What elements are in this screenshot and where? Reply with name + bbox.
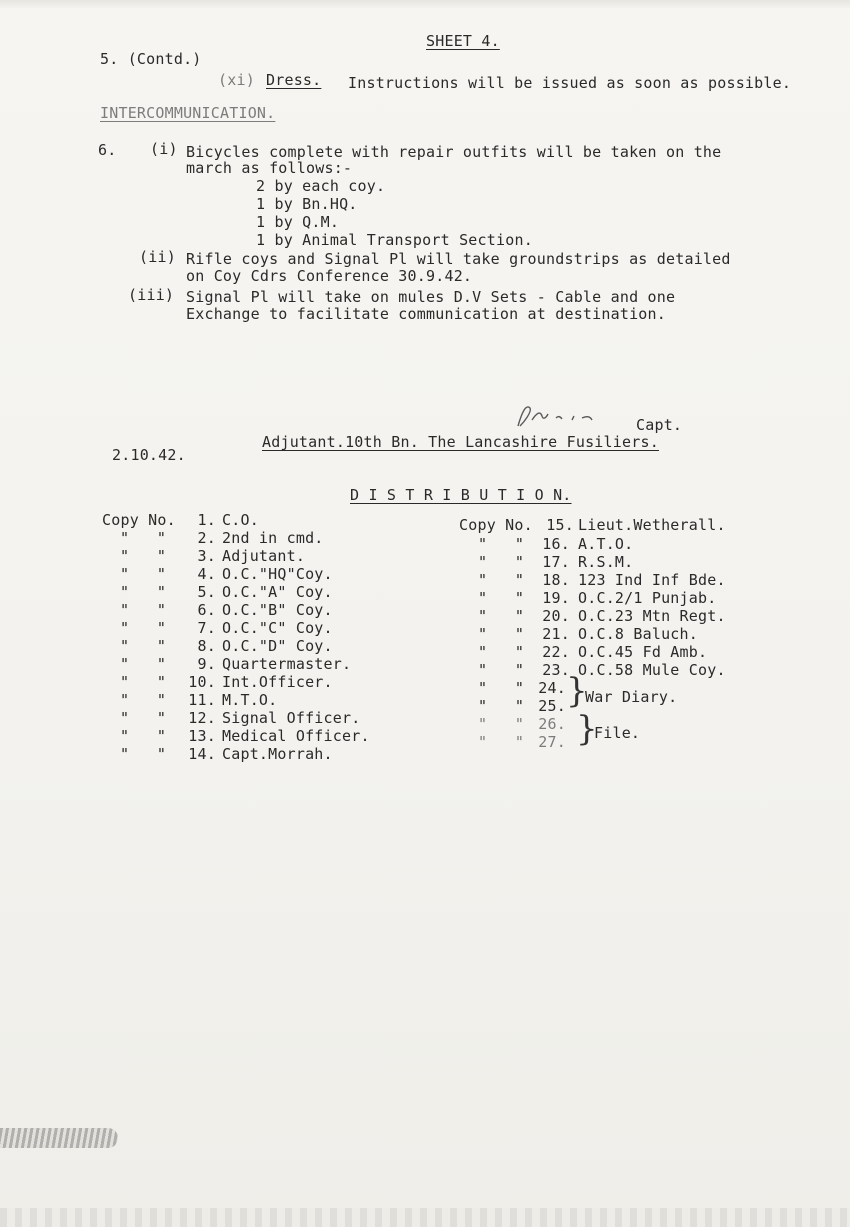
dist-recipient: O.C.58 Mule Coy.	[578, 661, 726, 679]
dist-copy-number: 11.	[188, 691, 216, 709]
dist-copy-number: 1.	[197, 511, 216, 529]
dist-copy-number: 13.	[188, 727, 216, 745]
sheet-number: SHEET 4.	[426, 32, 500, 50]
dist-copy-number: 21.	[542, 625, 570, 643]
dist-prefix: " "	[478, 697, 525, 715]
dist-recipient: Signal Officer.	[222, 709, 361, 727]
dist-copy-number: 19.	[542, 589, 570, 607]
dist-prefix: " "	[478, 661, 525, 679]
scan-edge-top	[0, 0, 850, 8]
signature-rank: Capt.	[636, 416, 683, 434]
bicycle-alloc-1: 2 by each coy.	[256, 177, 386, 195]
dist-prefix: " "	[478, 589, 525, 607]
dist-prefix: " "	[120, 673, 167, 691]
dist-recipient: Medical Officer.	[222, 727, 370, 745]
dist-copy-number: 10.	[188, 673, 216, 691]
item-ii-number: (ii)	[139, 248, 176, 266]
dist-copy-number: 23.	[542, 661, 570, 679]
dist-recipient: O.C.23 Mtn Regt.	[578, 607, 726, 625]
item-i-line-2: march as follows:-	[186, 159, 353, 177]
item-ii-line-1: Rifle coys and Signal Pl will take groundstrips as detailed	[186, 250, 731, 268]
dist-recipient: Capt.Morrah.	[222, 745, 333, 763]
bicycle-alloc-2: 1 by Bn.HQ.	[256, 195, 358, 213]
dist-recipient: 123 Ind Inf Bde.	[578, 571, 726, 589]
dist-recipient: Lieut.Wetherall.	[578, 516, 726, 534]
brace-file: }	[576, 709, 598, 749]
brace-war-diary: }	[566, 671, 588, 711]
scan-smudge	[0, 1128, 118, 1148]
intercomm-heading: INTERCOMMUNICATION.	[100, 104, 276, 122]
item-ii-line-2: on Coy Cdrs Conference 30.9.42.	[186, 267, 473, 285]
scan-edge-bottom	[0, 1208, 850, 1227]
dist-copy-number: 2.	[197, 529, 216, 547]
dist-copy-number: 7.	[197, 619, 216, 637]
dist-copy-number: 15.	[546, 516, 574, 534]
dist-copy-number: 16.	[542, 535, 570, 553]
dist-prefix: " "	[120, 745, 167, 763]
dist-prefix: " "	[120, 727, 167, 745]
dist-copy-number: 5.	[197, 583, 216, 601]
dist-copy-number: 18.	[542, 571, 570, 589]
dist-copy-number: 25.	[538, 697, 566, 715]
dist-prefix: " "	[120, 637, 167, 655]
dist-recipient: O.C."B" Coy.	[222, 601, 333, 619]
dist-recipient: A.T.O.	[578, 535, 634, 553]
dist-recipient: O.C."A" Coy.	[222, 583, 333, 601]
dist-recipient: O.C."D" Coy.	[222, 637, 333, 655]
dist-prefix: Copy No.	[102, 511, 176, 529]
dist-recipient: M.T.O.	[222, 691, 278, 709]
dist-copy-number: 27.	[538, 733, 566, 751]
dist-prefix: " "	[478, 553, 525, 571]
dist-recipient: Quartermaster.	[222, 655, 352, 673]
dist-copy-number: 14.	[188, 745, 216, 763]
dist-copy-number: 22.	[542, 643, 570, 661]
dist-recipient: O.C.45 Fd Amb.	[578, 643, 708, 661]
dist-recipient: O.C."HQ"Coy.	[222, 565, 333, 583]
dist-copy-number: 4.	[197, 565, 216, 583]
dist-prefix: " "	[478, 679, 525, 697]
dist-copy-number: 24.	[538, 679, 566, 697]
dist-prefix: " "	[120, 619, 167, 637]
signature-appointment: Adjutant.10th Bn. The Lancashire Fusiliers.	[262, 433, 659, 451]
item-i-number: (i)	[150, 140, 178, 158]
war-diary-label: War Diary.	[585, 688, 678, 706]
dist-recipient: R.S.M.	[578, 553, 634, 571]
dist-prefix: " "	[478, 643, 525, 661]
dist-prefix: " "	[478, 625, 525, 643]
dist-recipient: 2nd in cmd.	[222, 529, 324, 547]
distribution-title: D I S T R I B U T I O N.	[350, 486, 572, 504]
file-label: File.	[594, 724, 641, 742]
dist-recipient: O.C."C" Coy.	[222, 619, 333, 637]
dist-prefix: " "	[120, 709, 167, 727]
dist-prefix: " "	[478, 535, 525, 553]
dist-prefix: " "	[478, 715, 525, 733]
dist-copy-number: 9.	[197, 655, 216, 673]
dist-prefix: " "	[478, 607, 525, 625]
dist-copy-number: 12.	[188, 709, 216, 727]
dist-prefix: " "	[120, 655, 167, 673]
dist-prefix: " "	[120, 583, 167, 601]
dist-recipient: Int.Officer.	[222, 673, 333, 691]
dist-prefix: " "	[478, 733, 525, 751]
dist-recipient: O.C.2/1 Punjab.	[578, 589, 717, 607]
dist-copy-number: 17.	[542, 553, 570, 571]
dist-recipient: O.C.8 Baluch.	[578, 625, 698, 643]
dist-prefix: Copy No.	[459, 516, 533, 534]
dist-prefix: " "	[120, 547, 167, 565]
dist-prefix: " "	[120, 601, 167, 619]
item-i-line-1: Bicycles complete with repair outfits will be taken on the	[186, 143, 722, 161]
dist-copy-number: 8.	[197, 637, 216, 655]
dist-prefix: " "	[120, 691, 167, 709]
dist-prefix: " "	[478, 571, 525, 589]
dress-heading: Dress.	[266, 71, 322, 89]
order-date: 2.10.42.	[112, 446, 186, 464]
dist-recipient: C.O.	[222, 511, 259, 529]
dist-copy-number: 6.	[197, 601, 216, 619]
bicycle-alloc-3: 1 by Q.M.	[256, 213, 340, 231]
item-iii-line-1: Signal Pl will take on mules D.V Sets - Cable and one	[186, 288, 676, 306]
dist-copy-number: 20.	[542, 607, 570, 625]
para-6-number: 6.	[98, 141, 117, 159]
dist-recipient: Adjutant.	[222, 547, 306, 565]
item-iii-line-2: Exchange to facilitate communication at destination.	[186, 305, 666, 323]
dist-prefix: " "	[120, 565, 167, 583]
handwritten-signature	[512, 400, 604, 432]
dist-copy-number: 3.	[197, 547, 216, 565]
dist-prefix: " "	[120, 529, 167, 547]
bicycle-alloc-4: 1 by Animal Transport Section.	[256, 231, 533, 249]
item-iii-number: (iii)	[128, 286, 175, 304]
dist-copy-number: 26.	[538, 715, 566, 733]
dress-number: (xi)	[218, 71, 255, 89]
dress-text: Instructions will be issued as soon as possible.	[348, 74, 792, 92]
para-5-contd: 5. (Contd.)	[100, 50, 202, 68]
